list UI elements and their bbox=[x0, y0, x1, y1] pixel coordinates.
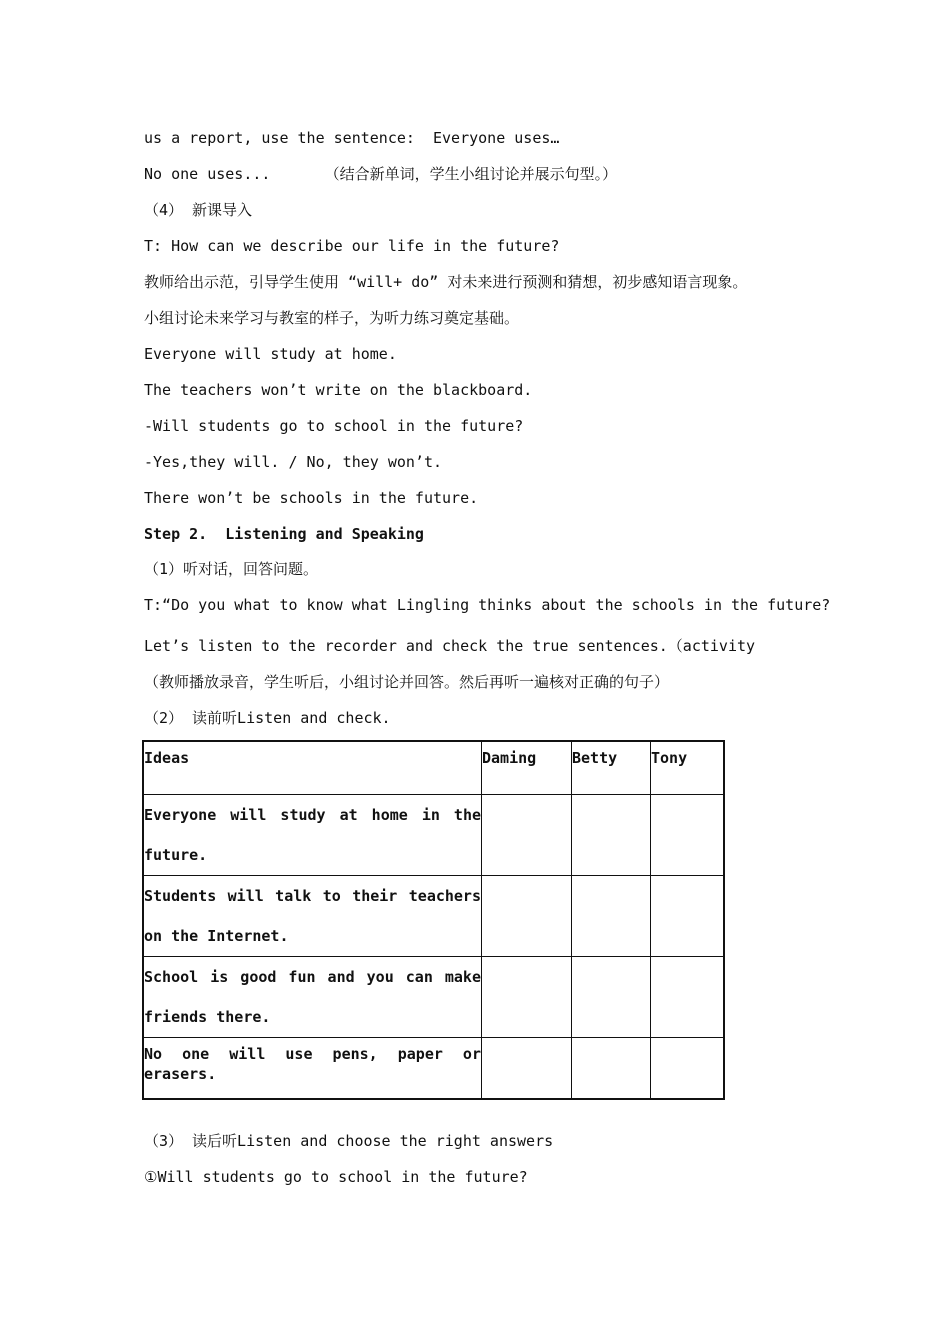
idea-cell bbox=[143, 957, 482, 1038]
idea-text: Students will talk to their teachers on the Internet. bbox=[144, 887, 481, 945]
check-cell[interactable] bbox=[482, 876, 572, 957]
section-heading: （3） 读后听Listen and choose the right answers bbox=[144, 1132, 554, 1150]
question-line: ①Will students go to school in the future? bbox=[144, 1168, 528, 1186]
check-cell[interactable] bbox=[651, 957, 725, 1038]
idea-cell bbox=[143, 876, 482, 957]
check-cell[interactable] bbox=[651, 795, 725, 876]
text-line: 教师给出示范，引导学生使用 “will+ do” 对未来进行预测和猜想，初步感知语言现象。 bbox=[144, 273, 748, 291]
table-header-row bbox=[143, 741, 724, 795]
text-line: T:“Do you what to know what Lingling thinks about the schools in the future? bbox=[144, 596, 831, 614]
header-betty: Betty bbox=[572, 741, 651, 795]
listen-check-table bbox=[142, 740, 725, 1100]
idea-text: School is good fun and you can make friends there. bbox=[144, 968, 481, 1026]
idea-cell bbox=[143, 1038, 482, 1100]
check-cell[interactable] bbox=[572, 876, 651, 957]
example-sentence: Everyone will study at home. bbox=[144, 345, 397, 363]
check-cell[interactable] bbox=[482, 795, 572, 876]
example-sentence: -Will students go to school in the future? bbox=[144, 417, 524, 435]
header-ideas: Ideas bbox=[143, 741, 482, 795]
section-heading: （2） 读前听Listen and check. bbox=[144, 709, 391, 727]
check-cell[interactable] bbox=[572, 1038, 651, 1100]
example-sentence: The teachers won’t write on the blackboard. bbox=[144, 381, 533, 399]
section-heading: （1）听对话，回答问题。 bbox=[144, 560, 319, 578]
text-line: us a report, use the sentence: Everyone uses… bbox=[144, 129, 560, 147]
example-sentence: There won’t be schools in the future. bbox=[144, 489, 479, 507]
table-row bbox=[143, 876, 724, 957]
text-line: （教师播放录音，学生听后，小组讨论并回答。然后再听一遍核对正确的句子） bbox=[144, 673, 670, 691]
text-line: T: How can we describe our life in the future? bbox=[144, 237, 560, 255]
check-cell[interactable] bbox=[651, 1038, 725, 1100]
section-heading: （4） 新课导入 bbox=[144, 201, 253, 219]
table-row bbox=[143, 957, 724, 1038]
table-row bbox=[143, 1038, 724, 1100]
header-tony: Tony bbox=[651, 741, 725, 795]
check-cell[interactable] bbox=[572, 957, 651, 1038]
idea-text: Everyone will study at home in the future. bbox=[144, 806, 481, 864]
check-cell[interactable] bbox=[482, 1038, 572, 1100]
check-cell[interactable] bbox=[572, 795, 651, 876]
text-line: 小组讨论未来学习与教室的样子，为听力练习奠定基础。 bbox=[144, 309, 520, 327]
table-row bbox=[143, 795, 724, 876]
step-heading: Step 2. Listening and Speaking bbox=[144, 525, 424, 543]
text-line: No one uses... （结合新单词，学生小组讨论并展示句型。） bbox=[144, 165, 618, 183]
example-sentence: -Yes,they will. / No, they won’t. bbox=[144, 453, 443, 471]
check-cell[interactable] bbox=[651, 876, 725, 957]
header-daming: Daming bbox=[482, 741, 572, 795]
idea-text: No one will use pens, paper or erasers. bbox=[144, 1045, 481, 1083]
idea-cell bbox=[143, 795, 482, 876]
text-line: Let’s listen to the recorder and check the true sentences.（activity bbox=[144, 637, 756, 655]
check-cell[interactable] bbox=[482, 957, 572, 1038]
